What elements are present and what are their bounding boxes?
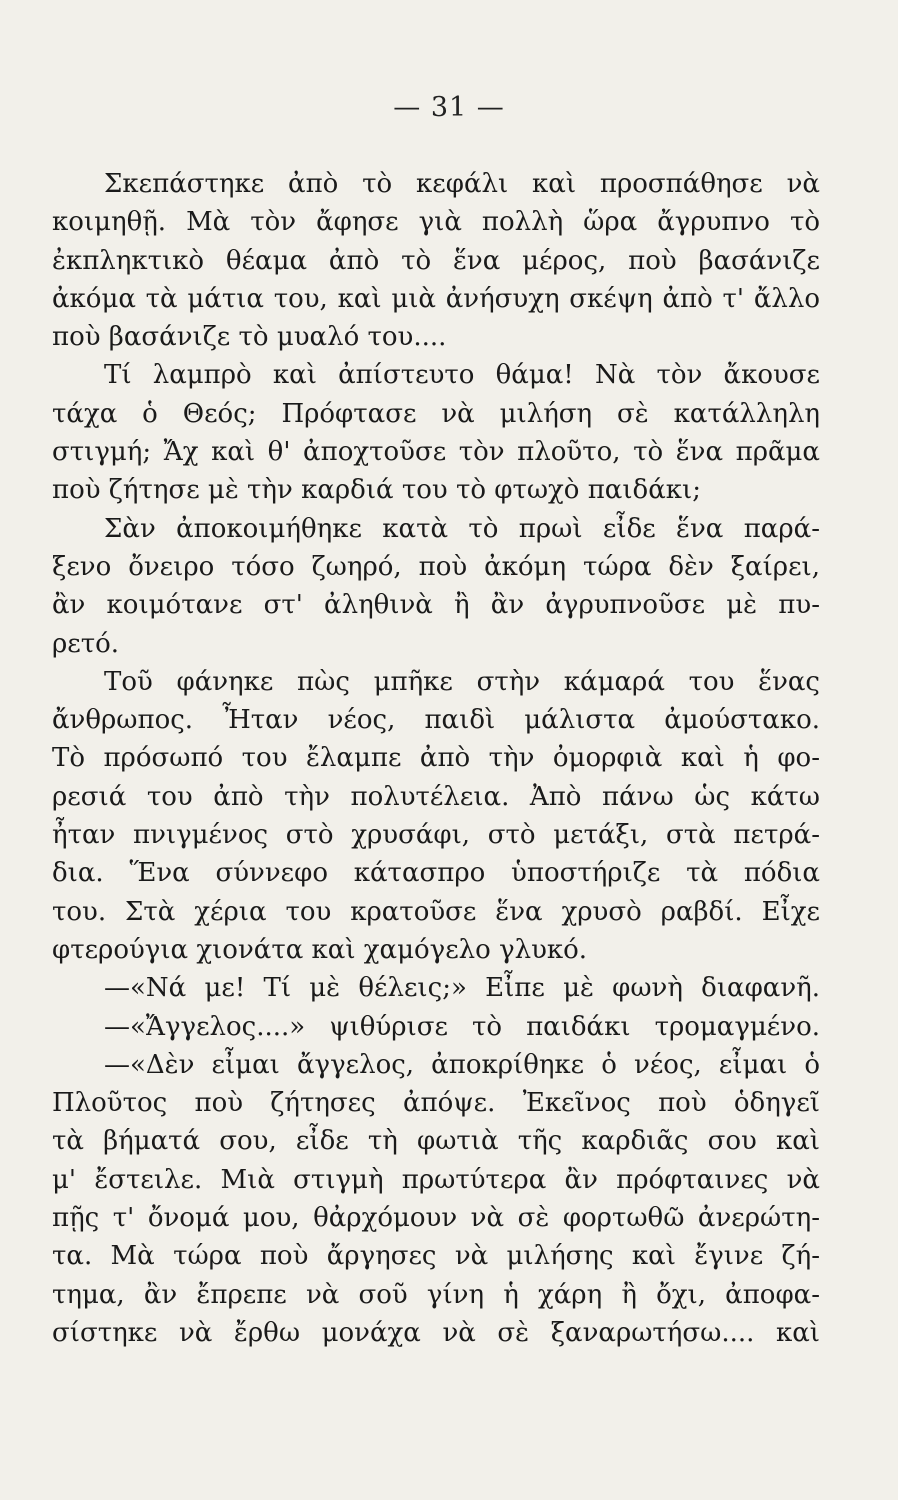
text-line: ξενο ὄνειρο τόσο ζωηρό, ποὺ ἀκόμη τώρα δὲν ξαίρει, [52,551,820,582]
text-line: ἐκπληκτικὸ θέαμα ἀπὸ τὸ ἕνα μέρος, ποὺ βασάνιζε [52,245,820,276]
text-line: ἀκόμα τὰ μάτια του, καὶ μιὰ ἀνήσυχη σκέψη ἀπὸ τ' ἄλλο [52,283,820,314]
text-line: —«Νά με! Τί μὲ θέλεις;» Εἶπε μὲ φωνὴ διαφανῆ. [104,973,820,1004]
text-line: ρεσιά του ἀπὸ τὴν πολυτέλεια. Ἀπὸ πάνω ὡς κάτω [52,781,820,812]
text-line: τάχα ὁ Θεός; Πρόφτασε νὰ μιλήση σὲ κατάλληλη [52,398,820,429]
text-line: ποὺ βασάνιζε τὸ μυαλό του.... [52,322,447,353]
text-line: κοιμηθῇ. Μὰ τὸν ἄφησε γιὰ πολλὴ ὥρα ἄγρυπνο τὸ [52,207,820,238]
text-line: Σκεπάστηκε ἀπὸ τὸ κεφάλι καὶ προσπάθησε νὰ [104,169,820,199]
text-line: τα. Μὰ τώρα ποὺ ἄργησες νὰ μιλήσης καὶ ἔγινε ζή- [52,1241,820,1272]
text-line: Τί λαμπρὸ καὶ ἀπίστευτο θάμα! Νὰ τὸν ἄκουσε [104,360,820,391]
text-line: —«Ἄγγελος....» ψιθύρισε τὸ παιδάκι τρομαγμένο. [104,1011,820,1042]
text-line: —«Δὲν εἶμαι ἄγγελος, ἀποκρίθηκε ὁ νέος, εἶμαι ὁ [104,1049,820,1080]
text-line: ἄνθρωπος. Ἦταν νέος, παιδὶ μάλιστα ἀμούστακο. [52,705,820,736]
text-line: φτερούγια χιονάτα καὶ χαμόγελο γλυκό. [52,934,588,965]
text-line: τημα, ἂν ἔπρεπε νὰ σοῦ γίνη ἡ χάρη ἢ ὄχι, ἀποφα- [52,1279,820,1310]
text-line: μ' ἔστειλε. Μιὰ στιγμὴ πρωτύτερα ἂν πρόφταινες νὰ [52,1164,820,1195]
text-line: δια. Ἕνα σύννεφο κάτασπρο ὑποστήριζε τὰ πόδια [52,858,820,889]
text-line: Τὸ πρόσωπό του ἔλαμπε ἀπὸ τὴν ὀμορφιὰ καὶ ἡ φο- [52,743,820,774]
text-line: Τοῦ φάνηκε πὼς μπῆκε στὴν κάμαρά του ἕνας [104,666,820,697]
text-line: ρετό. [52,628,120,659]
text-line: Πλοῦτος ποὺ ζήτησες ἀπόψε. Ἐκεῖνος ποὺ ὁδηγεῖ [52,1088,820,1119]
body-text [52,165,820,1352]
text-line: τὰ βήματά σου, εἶδε τὴ φωτιὰ τῆς καρδιᾶς σου καὶ [52,1126,820,1157]
text-line: πῇς τ' ὄνομά μου, θἀρχόμουν νὰ σὲ φορτωθῶ ἀνερώτη- [52,1203,820,1234]
text-line: ἦταν πνιγμένος στὸ χρυσάφι, στὸ μετάξι, στὰ πετρά- [52,820,820,851]
text-line: του. Στὰ χέρια του κρατοῦσε ἕνα χρυσὸ ραβδί. Εἶχε [52,896,820,927]
page-number: — 31 — [393,92,505,123]
text-line: ποὺ ζήτησε μὲ τὴν καρδιά του τὸ φτωχὸ παιδάκι; [52,475,701,506]
text-line: Σὰν ἀποκοιμήθηκε κατὰ τὸ πρωὶ εἶδε ἕνα παρά- [104,513,820,544]
text-line: στιγμή; Ἄχ καὶ θ' ἀποχτοῦσε τὸν πλοῦτο, τὸ ἕνα πρᾶμα [52,437,820,468]
text-line: σίστηκε νὰ ἔρθω μονάχα νὰ σὲ ξαναρωτήσω.... καὶ [52,1317,820,1348]
text-line: ἂν κοιμότανε στ' ἀληθινὰ ἢ ἂν ἀγρυπνοῦσε μὲ πυ- [52,590,820,621]
